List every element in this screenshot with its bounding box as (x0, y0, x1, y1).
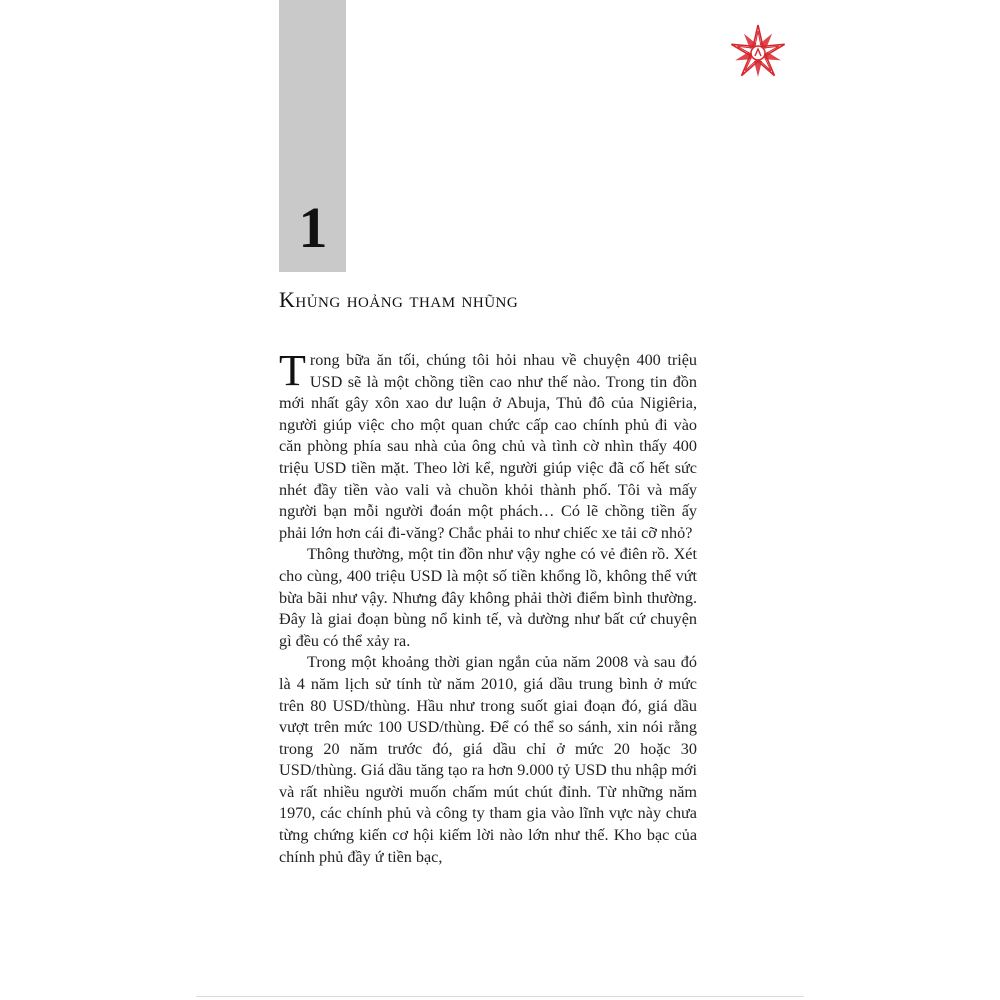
drop-cap: T (279, 346, 306, 395)
chapter-number: 1 (298, 195, 328, 260)
paragraph-3: Trong một khoảng thời gian ngắn của năm 2008 và sau đó là 4 năm lịch sử tính từ năm 2010, giá dầu trung bình ở mức trên 80 USD/thùng. Hầu như trong suốt giai đoạn đó, giá dầu vượt trên mức 100 USD/thùng. Để có thể so sánh, xin nói rằng trong 20 năm trước đó, giá dầu chỉ ở mức 20 hoặc 30 USD/thùng. Giá dầu tăng tạo ra hơn 9.000 tỷ USD thu nhập mới và rất nhiều người muốn chấm mút chút đỉnh. Từ những năm 1970, các chính phủ và công ty tham gia vào lĩnh vực này chưa từng chứng kiến cơ hội kiếm lời nào lớn như thế. Kho bạc của chính phủ đầy ứ tiền bạc, (279, 653, 697, 866)
paragraph-1 (279, 346, 697, 544)
red-star-publisher-logo-icon (728, 22, 788, 82)
paragraph-2: Thông thường, một tin đồn như vậy nghe có vẻ điên rồ. Xét cho cùng, 400 triệu USD là một số tiền khổng lồ, không thể vứt bừa bãi như vậy. Nhưng đây không phải thời điểm bình thường. Đây là giai đoạn bùng nổ kinh tế, và dường như bất cứ chuyện gì đều có thể xảy ra. (279, 545, 697, 650)
paragraph-1-text: rong bữa ăn tối, chúng tôi hỏi nhau về chuyện 400 triệu USD sẽ là một chồng tiền cao như thế nào. Trong tin đồn mới nhất gây xôn xao dư luận ở Abuja, Thủ đô của Nigiêria, người giúp việc cho một quan chức cấp cao chính phủ đi vào căn phòng phía sau nhà của ông chủ và tình cờ nhìn thấy 400 triệu USD tiền mặt. Theo lời kể, người giúp việc đã cố hết sức nhét đầy tiền vào vali và chuồn khỏi thành phố. Tôi và mấy người bạn mỗi người đoán một phách… Có lẽ chồng tiền ấy phải lớn hơn cái đi-văng? Chắc phải to như chiếc xe tải cỡ nhỏ? (279, 351, 697, 542)
chapter-title: Khủng hoảng tham nhũng (279, 287, 519, 312)
chapter-body (279, 346, 697, 868)
